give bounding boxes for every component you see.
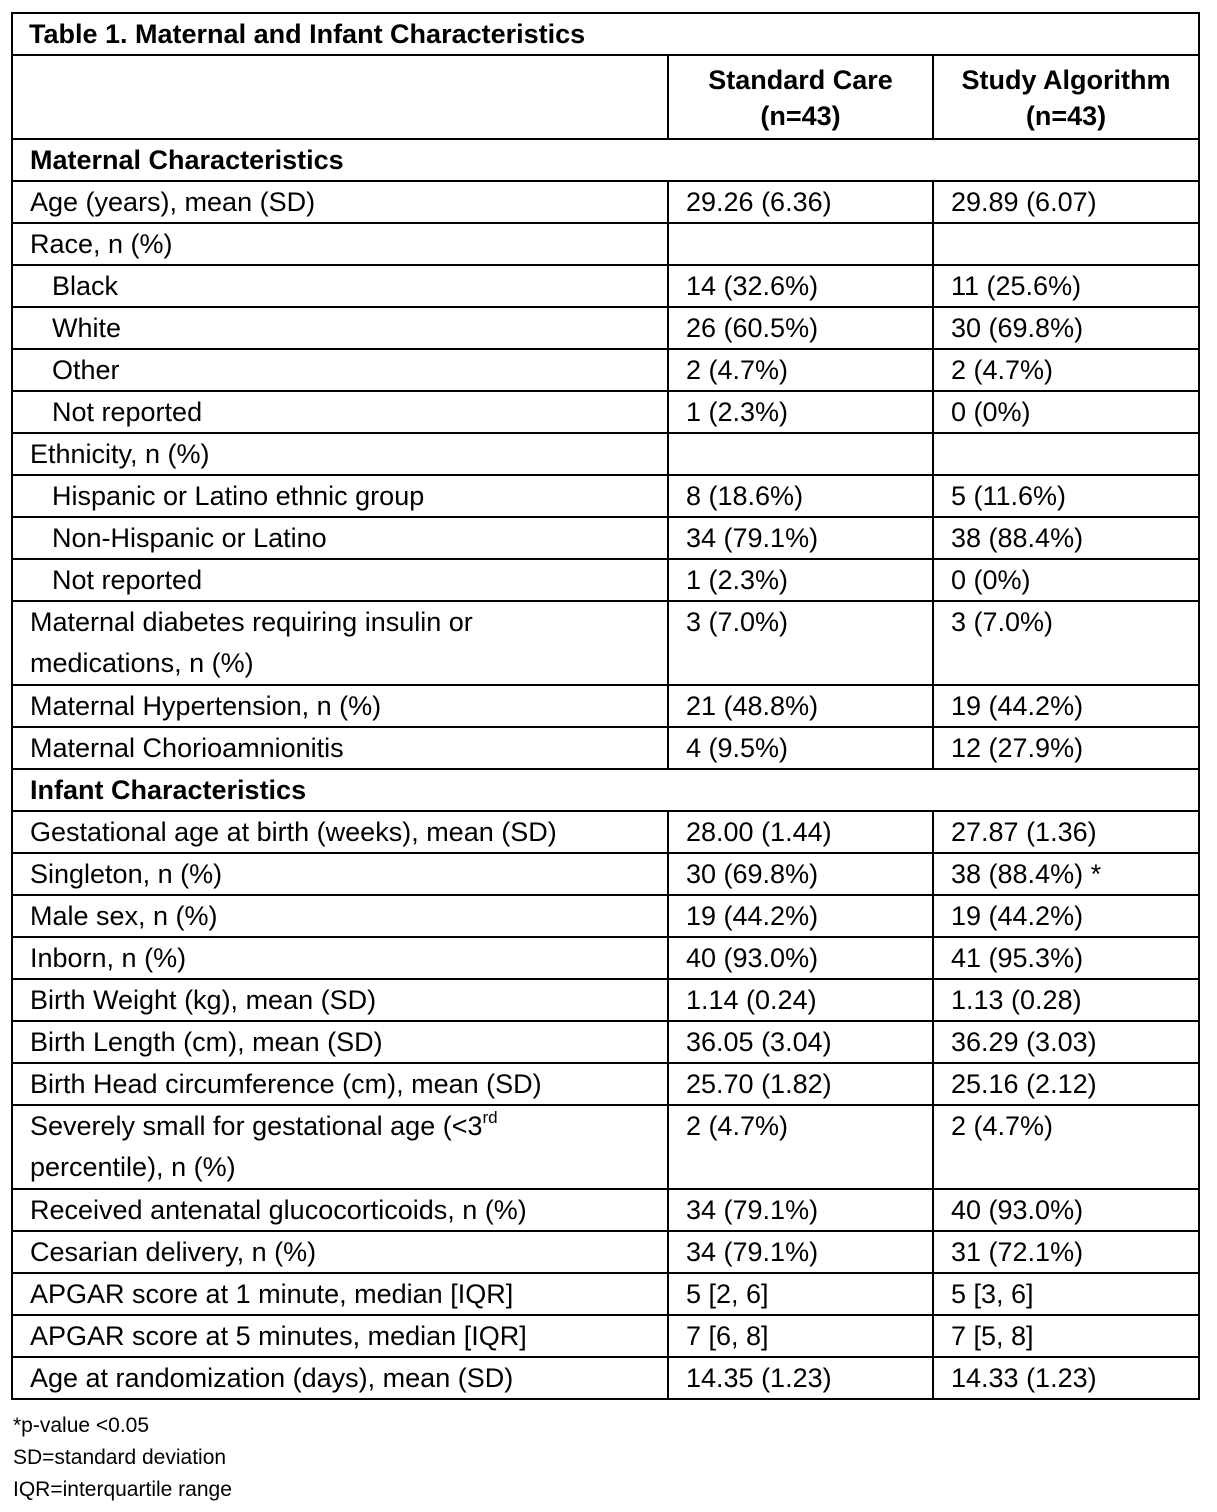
standard-care-value: 4 (9.5%): [668, 727, 933, 769]
row-label: Received antenatal glucocorticoids, n (%): [12, 1189, 668, 1231]
standard-care-value: 1 (2.3%): [668, 559, 933, 601]
study-algorithm-value: 7 [5, 8]: [933, 1315, 1199, 1357]
characteristics-table: [11, 12, 1200, 1400]
table-title-row: [12, 13, 1199, 55]
row-label-text: Severely small for gestational age (<3: [30, 1111, 483, 1141]
table-row: [12, 265, 1199, 307]
row-label: Inborn, n (%): [12, 937, 668, 979]
standard-care-value: 7 [6, 8]: [668, 1315, 933, 1357]
table-row: [12, 811, 1199, 853]
row-label: Race, n (%): [12, 223, 668, 265]
row-label-text: percentile), n (%): [30, 1152, 236, 1182]
study-algorithm-value: 38 (88.4%): [933, 517, 1199, 559]
table-row: [12, 685, 1199, 727]
table-title: Table 1. Maternal and Infant Characteristics: [12, 13, 1199, 55]
column-header-study-algorithm: [933, 55, 1199, 139]
standard-care-value: [668, 223, 933, 265]
table-row: [12, 433, 1199, 475]
row-label: Ethnicity, n (%): [12, 433, 668, 475]
table-row: [12, 1357, 1199, 1399]
study-algorithm-value: 41 (95.3%): [933, 937, 1199, 979]
row-label: Male sex, n (%): [12, 895, 668, 937]
study-algorithm-value: 40 (93.0%): [933, 1189, 1199, 1231]
standard-care-value: 19 (44.2%): [668, 895, 933, 937]
table-row: [12, 307, 1199, 349]
standard-care-value: 28.00 (1.44): [668, 811, 933, 853]
study-algorithm-value: 2 (4.7%): [933, 349, 1199, 391]
study-algorithm-value: 5 (11.6%): [933, 475, 1199, 517]
section-row-infant: [12, 769, 1199, 811]
table-row: [12, 1105, 1199, 1189]
row-label: White: [12, 307, 668, 349]
row-label: Gestational age at birth (weeks), mean (SD): [12, 811, 668, 853]
row-label: Birth Weight (kg), mean (SD): [12, 979, 668, 1021]
study-algorithm-value: 29.89 (6.07): [933, 181, 1199, 223]
row-label: Maternal diabetes requiring insulin or medications, n (%): [12, 601, 668, 685]
study-algorithm-value: [933, 433, 1199, 475]
study-algorithm-value: 3 (7.0%): [933, 601, 1199, 685]
section-row-maternal: [12, 139, 1199, 181]
standard-care-value: 14.35 (1.23): [668, 1357, 933, 1399]
row-label: Other: [12, 349, 668, 391]
standard-care-value: 34 (79.1%): [668, 1189, 933, 1231]
footnote-sd: SD=standard deviation: [13, 1446, 227, 1469]
table-row: [12, 853, 1199, 895]
standard-care-value: 14 (32.6%): [668, 265, 933, 307]
row-label: Maternal Chorioamnionitis: [12, 727, 668, 769]
study-algorithm-value: 12 (27.9%): [933, 727, 1199, 769]
study-algorithm-value: 2 (4.7%): [933, 1105, 1199, 1189]
row-label: Age (years), mean (SD): [12, 181, 668, 223]
standard-care-value: 1 (2.3%): [668, 391, 933, 433]
standard-care-value: 34 (79.1%): [668, 1231, 933, 1273]
study-algorithm-value: 31 (72.1%): [933, 1231, 1199, 1273]
study-algorithm-value: 0 (0%): [933, 391, 1199, 433]
table-row: [12, 727, 1199, 769]
study-algorithm-value: 14.33 (1.23): [933, 1357, 1199, 1399]
row-label: Not reported: [12, 559, 668, 601]
row-label: Maternal Hypertension, n (%): [12, 685, 668, 727]
standard-care-value: 2 (4.7%): [668, 349, 933, 391]
table-row: [12, 181, 1199, 223]
row-label: APGAR score at 5 minutes, median [IQR]: [12, 1315, 668, 1357]
study-algorithm-value: 11 (25.6%): [933, 265, 1199, 307]
standard-care-value: 2 (4.7%): [668, 1105, 933, 1189]
study-algorithm-value: 36.29 (3.03): [933, 1021, 1199, 1063]
table-row: [12, 223, 1199, 265]
column-header-name: Study Algorithm: [961, 65, 1171, 95]
table-footnotes: [13, 1410, 232, 1506]
row-label: Birth Length (cm), mean (SD): [12, 1021, 668, 1063]
column-header-row: [12, 55, 1199, 139]
study-algorithm-value: 27.87 (1.36): [933, 811, 1199, 853]
standard-care-value: 1.14 (0.24): [668, 979, 933, 1021]
row-label: Not reported: [12, 391, 668, 433]
column-header-name: Standard Care: [708, 65, 893, 95]
ordinal-superscript: rd: [482, 1108, 498, 1127]
standard-care-value: 29.26 (6.36): [668, 181, 933, 223]
study-algorithm-value: 25.16 (2.12): [933, 1063, 1199, 1105]
table-row: [12, 979, 1199, 1021]
table-row: [12, 1315, 1199, 1357]
study-algorithm-value: 30 (69.8%): [933, 307, 1199, 349]
standard-care-value: [668, 433, 933, 475]
table-row: [12, 391, 1199, 433]
standard-care-value: 34 (79.1%): [668, 517, 933, 559]
footnote-pvalue: *p-value <0.05: [13, 1414, 150, 1437]
standard-care-value: 21 (48.8%): [668, 685, 933, 727]
standard-care-value: 36.05 (3.04): [668, 1021, 933, 1063]
row-label: [12, 1105, 668, 1189]
table-row: [12, 1063, 1199, 1105]
row-label: Birth Head circumference (cm), mean (SD): [12, 1063, 668, 1105]
row-label: Age at randomization (days), mean (SD): [12, 1357, 668, 1399]
row-label: Black: [12, 265, 668, 307]
table-row: [12, 1021, 1199, 1063]
study-algorithm-value: 38 (88.4%) *: [933, 853, 1199, 895]
table-row: [12, 1273, 1199, 1315]
table-row: [12, 475, 1199, 517]
table-row: [12, 1189, 1199, 1231]
row-label: Non-Hispanic or Latino: [12, 517, 668, 559]
row-label: Hispanic or Latino ethnic group: [12, 475, 668, 517]
table-row: [12, 517, 1199, 559]
table-row: [12, 559, 1199, 601]
standard-care-value: 40 (93.0%): [668, 937, 933, 979]
table-row: [12, 1231, 1199, 1273]
section-title-maternal: Maternal Characteristics: [12, 139, 1199, 181]
study-algorithm-value: [933, 223, 1199, 265]
table-row: [12, 601, 1199, 685]
standard-care-value: 5 [2, 6]: [668, 1273, 933, 1315]
standard-care-value: 25.70 (1.82): [668, 1063, 933, 1105]
row-label: Cesarian delivery, n (%): [12, 1231, 668, 1273]
section-title-infant: Infant Characteristics: [12, 769, 1199, 811]
table-row: [12, 937, 1199, 979]
row-label: Singleton, n (%): [12, 853, 668, 895]
study-algorithm-value: 1.13 (0.28): [933, 979, 1199, 1021]
column-header-n: (n=43): [760, 101, 841, 131]
standard-care-value: 3 (7.0%): [668, 601, 933, 685]
standard-care-value: 8 (18.6%): [668, 475, 933, 517]
study-algorithm-value: 0 (0%): [933, 559, 1199, 601]
column-header-blank: [12, 55, 668, 139]
footnote-iqr: IQR=interquartile range: [13, 1478, 232, 1501]
row-label: APGAR score at 1 minute, median [IQR]: [12, 1273, 668, 1315]
study-algorithm-value: 19 (44.2%): [933, 895, 1199, 937]
standard-care-value: 30 (69.8%): [668, 853, 933, 895]
study-algorithm-value: 5 [3, 6]: [933, 1273, 1199, 1315]
table-row: [12, 349, 1199, 391]
study-algorithm-value: 19 (44.2%): [933, 685, 1199, 727]
standard-care-value: 26 (60.5%): [668, 307, 933, 349]
table-row: [12, 895, 1199, 937]
column-header-standard-care: [668, 55, 933, 139]
column-header-n: (n=43): [1025, 101, 1107, 131]
